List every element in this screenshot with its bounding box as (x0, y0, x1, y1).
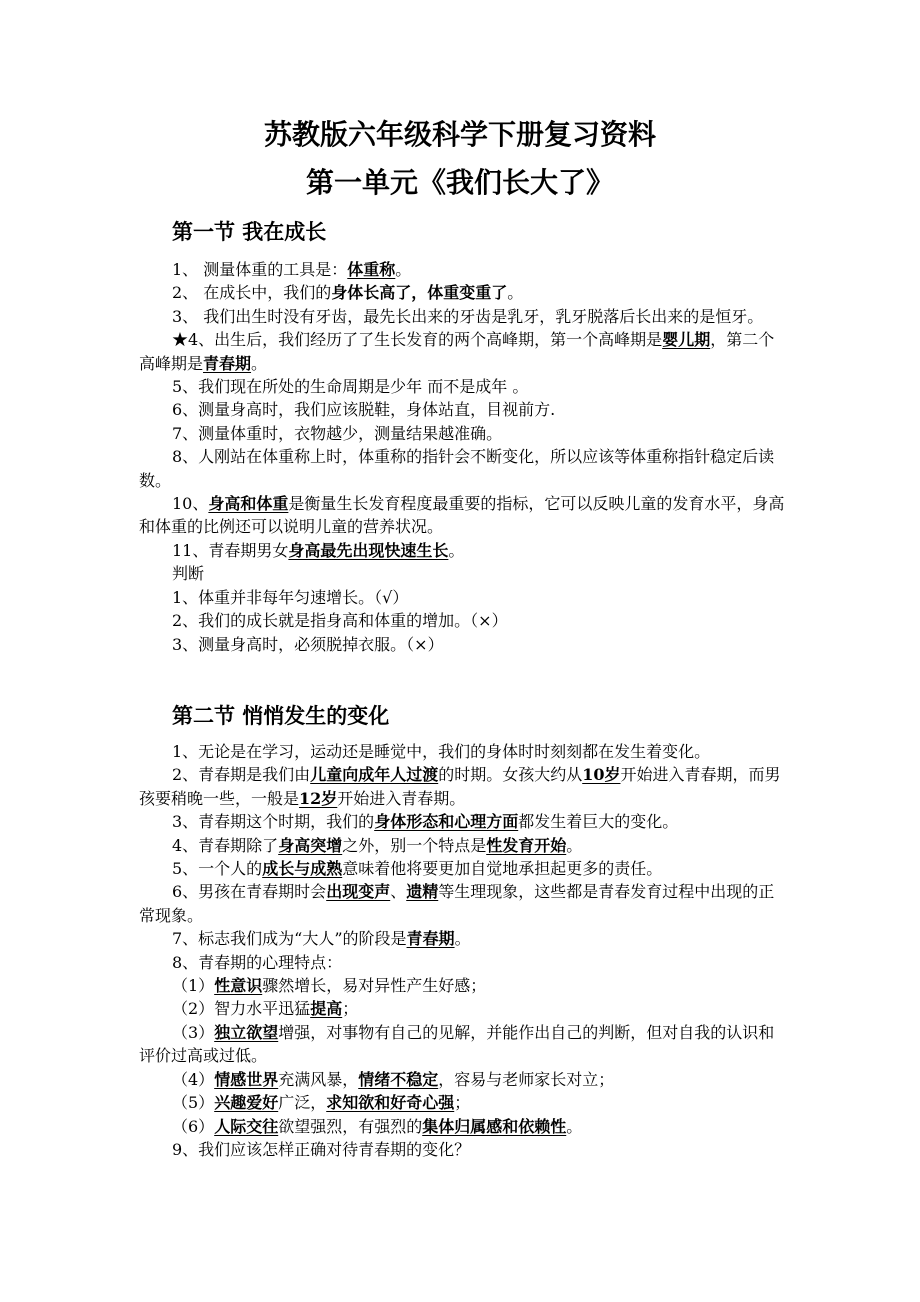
list-item (139, 951, 789, 974)
text-segment: 8、人刚站在体重称上时，体重称的指针会不断变化，所以应该等体重称指针稳定后读数。 (139, 447, 775, 490)
text-segment: 。 (454, 929, 471, 949)
key-term: 性意识 (214, 976, 263, 996)
list-item (139, 258, 789, 281)
key-term: 青春期 (406, 929, 455, 949)
text-segment: 9、我们应该怎样正确对待青春期的变化？ (172, 1139, 471, 1159)
text-segment: 欲望强烈，有强烈的 (278, 1116, 423, 1136)
text-segment: 广泛， (278, 1093, 327, 1113)
key-term: 身高最先出现快速生长 (288, 540, 449, 560)
text-segment: 7、标志我们成为“大人”的阶段是 (172, 929, 407, 949)
list-item (139, 927, 789, 950)
text-segment: 1、 测量体重的工具是： (172, 260, 348, 279)
list-item (139, 997, 789, 1020)
text-segment: 。 (448, 540, 465, 560)
list-item (139, 1138, 789, 1161)
list-item (139, 398, 789, 421)
list-item (139, 810, 789, 833)
key-term: 10岁 (582, 765, 621, 785)
text-segment: （3） (172, 1022, 215, 1042)
key-term: 身体形态和心理方面 (374, 812, 519, 832)
list-item (139, 763, 789, 810)
text-segment: 1、无论是在学习，运动还是睡觉中，我们的身体时时刻刻都在发生着变化。 (172, 742, 711, 761)
text-segment: 是衡量生长发育程度最重要的指标，它可以反映儿童的发育水平，身高和体重的比例还可以说明儿童的营养状况。 (139, 494, 785, 537)
list-item (139, 281, 789, 304)
text-segment: 2、青春期是我们由 (172, 765, 311, 785)
text-segment: 2、 在成长中，我们的 (172, 283, 332, 303)
list-item (139, 609, 789, 632)
key-term: 身高和体重 (208, 494, 289, 514)
text-segment: 骤然增长，易对异性产生好感； (262, 976, 487, 996)
text-segment: 6、男孩在青春期时会 (172, 882, 327, 902)
list-item (139, 305, 789, 328)
key-term: 12岁 (299, 788, 338, 808)
key-term: 提高 (310, 999, 343, 1019)
list-item (139, 834, 789, 857)
section-heading-1: 第一节 我在成长 (172, 220, 327, 244)
key-term: 情感世界 (214, 1069, 279, 1089)
unit-title: 第一单元《我们长大了》 (305, 166, 614, 199)
text-segment: ，第二个高峰期是 (139, 330, 775, 373)
key-term: 人际交往 (214, 1116, 279, 1136)
text-segment: （2）智力水平迅猛 (172, 999, 311, 1019)
list-item (139, 375, 789, 398)
text-segment: 6、测量身高时，我们应该脱鞋，身体站直，目视前方. (172, 400, 556, 420)
text-segment: （6） (172, 1116, 215, 1136)
document-title: 苏教版六年级科学下册复习资料 (263, 118, 656, 151)
text-segment: 。 (507, 283, 524, 303)
text-segment: ； (342, 999, 359, 1019)
section-2-body (139, 740, 789, 1161)
list-item (139, 586, 789, 609)
section-1-body (139, 258, 789, 656)
list-item (139, 1115, 789, 1138)
text-segment: 5、我们现在所处的生命周期是少年 而不是成年 。 (172, 377, 529, 397)
key-term: 求知欲和好奇心强 (326, 1093, 455, 1113)
list-item (139, 974, 789, 997)
key-term: 情绪不稳定 (358, 1069, 439, 1089)
text-segment: （1） (172, 976, 215, 996)
text-segment: 2、我们的成长就是指身高和体重的增加。（×） (172, 611, 508, 631)
text-segment: 1、体重并非每年匀速增长。（√） (172, 587, 409, 607)
text-segment: 10、 (172, 494, 209, 514)
text-segment: 8、青春期的心理特点： (172, 952, 343, 972)
list-item (139, 1021, 789, 1068)
text-segment: 开始进入青春期，而男孩要稍晚一些，一般是 (139, 765, 781, 808)
text-segment: 等生理现象，这些都是青春发育过程中出现的正常现象。 (139, 882, 775, 925)
list-item (139, 1091, 789, 1114)
text-segment: 。 (566, 835, 583, 855)
text-segment: 判断 (172, 564, 205, 584)
text-segment: 。 (395, 260, 412, 279)
list-item (139, 422, 789, 445)
text-segment: 7、测量体重时，衣物越少，测量结果越准确。 (172, 423, 503, 443)
text-segment: 3、 我们出生时没有牙齿，最先长出来的牙齿是乳牙，乳牙脱落后长出来的是恒牙。 (172, 306, 764, 326)
text-segment: 都发生着巨大的变化。 (518, 812, 679, 832)
text-segment: （4） (172, 1069, 215, 1089)
text-segment: 。 (251, 353, 268, 373)
key-term: 遗精 (406, 882, 439, 902)
list-item (139, 633, 789, 656)
text-segment: 增强，对事物有自己的见解，并能作出自己的判断，但对自我的认识和评价过高或过低。 (139, 1022, 775, 1066)
list-item (139, 492, 789, 539)
list-item (139, 857, 789, 880)
text-segment: 的时期。女孩大约从 (438, 765, 583, 785)
text-segment: 、 (390, 882, 407, 902)
key-term: 独立欲望 (214, 1022, 279, 1042)
key-term: 体重称 (347, 260, 396, 279)
key-term: 青春期 (203, 353, 252, 373)
key-term: 身高突增 (278, 835, 343, 855)
list-item (139, 328, 789, 375)
key-term: 集体归属感和依赖性 (422, 1116, 567, 1136)
text-segment: ； (454, 1093, 471, 1113)
key-term: 成长与成熟 (262, 859, 343, 879)
key-term: 出现变声 (326, 882, 391, 902)
text-segment: 4、青春期除了 (172, 835, 279, 855)
text-segment: 5、一个人的 (172, 859, 263, 879)
list-item (139, 880, 789, 927)
key-term: 儿童向成年人过渡 (310, 765, 439, 785)
key-term: 兴趣爱好 (214, 1093, 279, 1113)
key-term: 婴儿期 (662, 330, 711, 350)
list-item (139, 445, 789, 492)
key-term: 性发育开始 (486, 835, 567, 855)
list-item (139, 1068, 789, 1091)
text-segment: 3、青春期这个时期，我们的 (172, 812, 375, 832)
list-item (139, 539, 789, 562)
list-item (139, 562, 789, 585)
key-term: 身体长高了，体重变重了 (331, 283, 508, 303)
text-segment: ★4、出生后，我们经历了了生长发育的两个高峰期，第一个高峰期是 (172, 330, 663, 350)
text-segment: 3、测量身高时，必须脱掉衣服。（×） (172, 634, 444, 654)
text-segment: 之外，别一个特点是 (342, 835, 487, 855)
section-heading-2: 第二节 悄悄发生的变化 (172, 704, 390, 728)
text-segment: 意味着他将要更加自觉地承担起更多的责任。 (342, 859, 663, 879)
text-segment: 充满风暴， (278, 1069, 359, 1089)
text-segment: 11、青春期男女 (172, 540, 289, 560)
text-segment: （5） (172, 1093, 215, 1113)
text-segment: 。 (566, 1116, 583, 1136)
text-segment: 开始进入青春期。 (337, 788, 466, 808)
text-segment: ，容易与老师家长对立； (438, 1069, 615, 1089)
list-item (139, 740, 789, 763)
